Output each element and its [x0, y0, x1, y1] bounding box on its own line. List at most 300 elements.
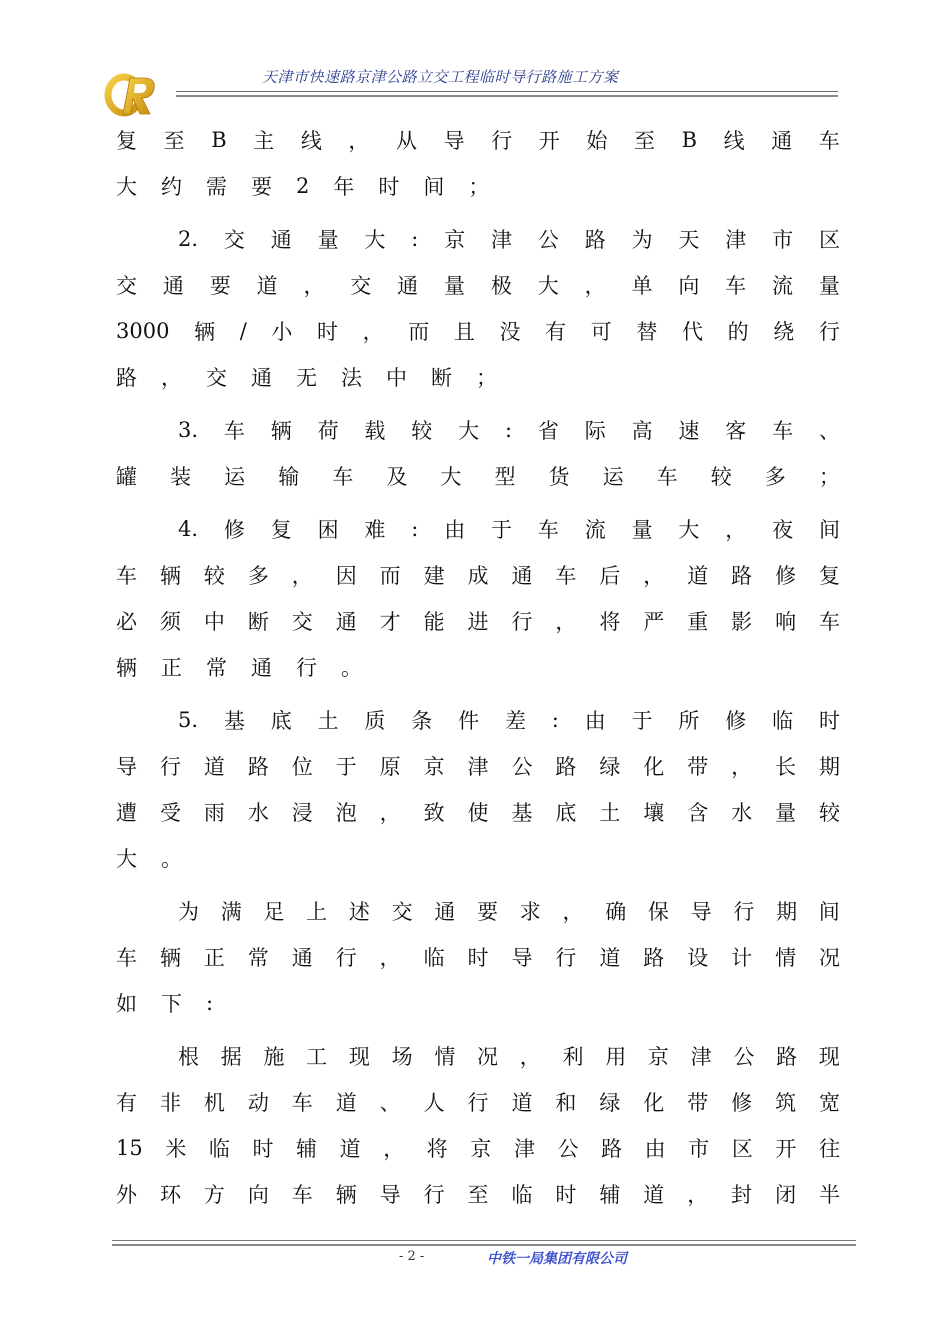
- text-char: 正: [161, 656, 182, 680]
- text-char: 将: [426, 1137, 448, 1161]
- text-char: 道: [511, 1091, 533, 1115]
- text-char: 绿: [599, 755, 621, 779]
- text-char: 非: [159, 1091, 181, 1115]
- header-title: 天津市快速路京津公路立交工程临时导行路施工方案: [262, 68, 619, 86]
- text-char: 车: [116, 946, 137, 970]
- text-char: 、: [379, 1091, 401, 1115]
- text-char: 线: [723, 129, 745, 153]
- text-char: 情: [434, 1045, 456, 1069]
- text-char: 时: [818, 709, 840, 733]
- text-char: 复: [116, 129, 137, 153]
- text-char: 量: [818, 274, 840, 298]
- text-char: 筑: [775, 1091, 797, 1115]
- text-char: 临: [208, 1137, 230, 1161]
- text-char: 现: [818, 1045, 840, 1069]
- text-line: [116, 354, 840, 400]
- text-char: 于: [335, 755, 357, 779]
- text-char: 装: [170, 465, 192, 489]
- text-char: :: [504, 418, 513, 442]
- text-char: 货: [548, 465, 570, 489]
- text-char: 原: [379, 755, 401, 779]
- text-char: 辆: [194, 320, 216, 344]
- text-char: 时: [378, 175, 400, 199]
- text-char: 严: [643, 610, 665, 634]
- text-char: 间: [423, 175, 445, 199]
- text-char: 况: [819, 946, 840, 970]
- text-char: 大: [116, 175, 137, 199]
- text-char: 3000: [116, 319, 170, 343]
- text-char: 路: [643, 946, 665, 970]
- text-char: 所: [678, 709, 700, 733]
- text-char: 于: [491, 518, 513, 542]
- text-char: 常: [206, 656, 227, 680]
- text-char: 际: [584, 419, 606, 443]
- text-char: 辆: [116, 656, 137, 680]
- text-char: 正: [203, 946, 225, 970]
- text-char: 修: [725, 709, 747, 733]
- header-rule-thick: [176, 95, 838, 97]
- text-char: 封: [731, 1183, 753, 1207]
- text-char: 流: [772, 274, 794, 298]
- paragraph-gap: [116, 400, 840, 407]
- text-char: 车: [725, 274, 747, 298]
- text-line: [116, 888, 840, 934]
- text-char: 路: [247, 755, 269, 779]
- text-char: ，: [562, 900, 584, 924]
- text-char: 于: [631, 709, 653, 733]
- text-char: 公: [733, 1045, 755, 1069]
- text-char: 京: [444, 228, 466, 252]
- text-char: 量: [317, 228, 339, 252]
- text-char: 道: [643, 1183, 665, 1207]
- text-char: 土: [599, 801, 621, 825]
- text-char: 津: [491, 228, 513, 252]
- text-char: 路: [116, 366, 137, 390]
- text-char: 泡: [335, 801, 357, 825]
- text-char: 修: [731, 1091, 753, 1115]
- text-char: 往: [818, 1137, 840, 1161]
- text-char: 必: [116, 610, 137, 634]
- text-char: 由: [644, 1137, 666, 1161]
- text-char: 带: [687, 1091, 709, 1115]
- text-char: 人: [423, 1091, 445, 1115]
- text-char: 须: [159, 610, 181, 634]
- text-char: 辅: [599, 1183, 621, 1207]
- text-char: 化: [643, 1091, 665, 1115]
- text-char: 没: [499, 320, 521, 344]
- text-char: 修: [223, 518, 245, 542]
- text-char: 影: [731, 610, 753, 634]
- text-char: 环: [159, 1183, 181, 1207]
- text-char: 及: [386, 465, 408, 489]
- text-char: 为: [631, 228, 653, 252]
- text-char: 导: [690, 900, 712, 924]
- text-char: 场: [391, 1045, 413, 1069]
- text-char: 困: [317, 518, 339, 542]
- text-char: 位: [291, 755, 313, 779]
- text-char: 浸: [291, 801, 313, 825]
- text-char: 主: [253, 129, 275, 153]
- text-char: 较: [203, 564, 225, 588]
- text-line: [116, 697, 840, 743]
- text-char: 京: [423, 755, 445, 779]
- text-char: 行: [423, 1183, 445, 1207]
- text-char: 津: [690, 1045, 712, 1069]
- paragraph-gap: [116, 1026, 840, 1033]
- text-line: [116, 308, 840, 354]
- text-char: 罐: [116, 465, 137, 489]
- text-char: 满: [220, 900, 242, 924]
- paragraph-gap: [116, 209, 840, 216]
- text-char: 而: [408, 320, 430, 344]
- text-line: [116, 453, 840, 499]
- text-char: 况: [477, 1045, 499, 1069]
- text-char: 水: [731, 801, 753, 825]
- text-char: 车: [819, 610, 840, 634]
- text-line: [116, 506, 840, 552]
- text-char: 道: [256, 274, 278, 298]
- text-char: 省: [537, 419, 559, 443]
- text-char: ，: [687, 1183, 709, 1207]
- text-char: 行: [818, 320, 840, 344]
- text-char: 始: [586, 129, 608, 153]
- text-char: :: [411, 227, 419, 251]
- text-char: 车: [656, 465, 678, 489]
- text-char: 区: [818, 228, 840, 252]
- text-char: 时: [467, 946, 489, 970]
- text-char: 难: [364, 518, 386, 542]
- text-char: 5.: [178, 708, 199, 732]
- text-char: 天: [678, 228, 700, 252]
- text-char: 道: [203, 755, 225, 779]
- text-line: [116, 262, 840, 308]
- text-line: [116, 1171, 840, 1217]
- text-char: 间: [818, 900, 840, 924]
- text-line: [116, 216, 840, 262]
- text-char: 件: [458, 709, 480, 733]
- text-char: 期: [776, 900, 798, 924]
- text-char: 临: [511, 1183, 533, 1207]
- text-char: 极: [490, 274, 512, 298]
- text-char: 动: [247, 1091, 269, 1115]
- text-char: 为: [178, 900, 199, 924]
- text-char: :: [206, 991, 214, 1015]
- text-char: 要: [209, 274, 231, 298]
- text-char: 夜: [772, 518, 794, 542]
- text-char: 法: [341, 366, 362, 390]
- text-char: 将: [599, 610, 621, 634]
- text-char: 受: [159, 801, 181, 825]
- text-char: B: [211, 128, 227, 152]
- text-char: 半: [819, 1183, 840, 1207]
- text-char: /: [239, 319, 247, 343]
- company-logo-icon: [104, 70, 160, 120]
- text-char: 和: [555, 1091, 577, 1115]
- text-char: 雨: [203, 801, 225, 825]
- text-char: 。: [161, 847, 182, 871]
- text-char: 津: [725, 228, 747, 252]
- text-char: 行: [733, 900, 755, 924]
- text-char: ，: [362, 320, 384, 344]
- text-char: ，: [731, 755, 753, 779]
- text-char: 公: [557, 1137, 579, 1161]
- text-char: 道: [339, 1137, 361, 1161]
- paragraph-gap: [116, 881, 840, 888]
- document-body: [116, 117, 840, 1217]
- text-char: 行: [159, 755, 181, 779]
- text-char: 通: [397, 274, 419, 298]
- text-char: 求: [519, 900, 541, 924]
- page-number: - 2 -: [399, 1249, 425, 1264]
- text-char: 方: [203, 1183, 225, 1207]
- text-char: 车: [818, 129, 840, 153]
- text-line: [116, 1033, 840, 1079]
- text-char: 导: [379, 1183, 401, 1207]
- text-char: 有: [116, 1091, 137, 1115]
- text-char: 大: [440, 465, 462, 489]
- text-char: 至: [633, 129, 655, 153]
- text-line: [116, 598, 840, 644]
- text-char: 无: [296, 366, 317, 390]
- text-char: 中: [386, 366, 407, 390]
- text-char: 量: [631, 518, 653, 542]
- text-char: 车: [223, 419, 245, 443]
- text-char: 如: [116, 992, 137, 1016]
- text-char: 行: [555, 946, 577, 970]
- text-char: 后: [599, 564, 621, 588]
- text-char: 确: [605, 900, 627, 924]
- text-char: 输: [278, 465, 300, 489]
- text-char: 京: [647, 1045, 669, 1069]
- text-char: 通: [251, 366, 272, 390]
- text-char: 小: [271, 320, 293, 344]
- paragraph-gap: [116, 690, 840, 697]
- text-char: 替: [636, 320, 658, 344]
- text-char: 中: [203, 610, 225, 634]
- text-char: 绕: [773, 320, 795, 344]
- text-line: [116, 552, 840, 598]
- text-char: 使: [467, 801, 489, 825]
- text-char: 车: [537, 518, 559, 542]
- text-char: 车: [555, 564, 577, 588]
- text-char: 辆: [270, 419, 292, 443]
- text-char: 流: [584, 518, 606, 542]
- text-char: 据: [220, 1045, 242, 1069]
- text-char: 遭: [116, 801, 137, 825]
- text-line: [116, 117, 840, 163]
- text-char: ，: [379, 946, 401, 970]
- text-char: 4.: [178, 517, 199, 541]
- text-char: 通: [434, 900, 456, 924]
- text-char: 、: [818, 419, 840, 443]
- text-char: 断: [247, 610, 269, 634]
- text-char: 津: [467, 755, 489, 779]
- text-char: 高: [631, 419, 653, 443]
- text-char: 外: [116, 1183, 137, 1207]
- text-char: 荷: [317, 419, 339, 443]
- text-char: 速: [678, 419, 700, 443]
- text-char: 设: [687, 946, 709, 970]
- text-char: 通: [771, 129, 793, 153]
- text-char: ，: [303, 274, 325, 298]
- text-char: 进: [467, 610, 489, 634]
- text-char: 运: [602, 465, 624, 489]
- text-char: 水: [247, 801, 269, 825]
- text-char: 需: [206, 175, 227, 199]
- text-char: 临: [772, 709, 794, 733]
- text-char: 成: [467, 564, 489, 588]
- text-char: 津: [513, 1137, 535, 1161]
- text-char: 土: [317, 709, 339, 733]
- text-char: 时: [317, 320, 339, 344]
- text-char: 车: [332, 465, 354, 489]
- text-char: 化: [643, 755, 665, 779]
- text-char: 载: [364, 419, 386, 443]
- text-char: 从: [396, 129, 417, 153]
- text-char: 带: [687, 755, 709, 779]
- text-char: ，: [383, 1137, 405, 1161]
- text-char: 3.: [178, 418, 199, 442]
- text-char: 。: [341, 656, 362, 680]
- text-line: [116, 407, 840, 453]
- text-char: 响: [775, 610, 797, 634]
- text-char: 绿: [599, 1091, 621, 1115]
- text-char: 期: [819, 755, 840, 779]
- text-char: 而: [379, 564, 401, 588]
- text-char: 市: [772, 228, 794, 252]
- text-char: 较: [411, 419, 433, 443]
- text-char: ，: [643, 564, 665, 588]
- text-char: 多: [247, 564, 269, 588]
- text-char: 导: [511, 946, 533, 970]
- text-char: 区: [731, 1137, 753, 1161]
- text-char: 交: [391, 900, 413, 924]
- text-line: [116, 835, 840, 881]
- text-char: 重: [687, 610, 709, 634]
- header-rule: [176, 91, 838, 92]
- text-char: 公: [537, 228, 559, 252]
- text-char: 大: [364, 228, 386, 252]
- text-char: 开: [775, 1137, 797, 1161]
- text-char: 路: [776, 1045, 798, 1069]
- text-char: 通: [335, 610, 357, 634]
- text-char: 大: [678, 518, 700, 542]
- text-char: 至: [467, 1183, 489, 1207]
- text-char: 辆: [335, 1183, 357, 1207]
- text-char: 客: [725, 419, 747, 443]
- text-char: 大: [116, 847, 137, 871]
- text-char: 代: [682, 320, 704, 344]
- text-char: 道: [599, 946, 621, 970]
- text-char: 型: [494, 465, 516, 489]
- text-char: 由: [584, 709, 606, 733]
- text-char: ，: [161, 366, 182, 390]
- text-char: ，: [291, 564, 313, 588]
- text-char: 要: [251, 175, 272, 199]
- text-char: 至: [163, 129, 185, 153]
- text-char: 交: [206, 366, 227, 390]
- text-char: ，: [725, 518, 747, 542]
- text-char: 工: [306, 1045, 328, 1069]
- text-char: 运: [224, 465, 246, 489]
- text-char: ；: [818, 465, 840, 489]
- text-line: [116, 1125, 840, 1171]
- footer-rule-thick: [112, 1244, 856, 1246]
- text-char: 线: [300, 129, 322, 153]
- text-char: 辅: [296, 1137, 318, 1161]
- text-char: 情: [775, 946, 797, 970]
- text-char: 2: [296, 174, 310, 198]
- text-char: ，: [348, 129, 370, 153]
- text-char: 路: [555, 755, 577, 779]
- text-char: 市: [688, 1137, 710, 1161]
- text-char: ，: [519, 1045, 541, 1069]
- text-char: 交: [291, 610, 313, 634]
- text-char: 复: [819, 564, 840, 588]
- text-char: 致: [423, 801, 445, 825]
- text-char: 通: [251, 656, 272, 680]
- text-char: 才: [379, 610, 401, 634]
- text-char: 现: [348, 1045, 370, 1069]
- text-char: 施: [263, 1045, 285, 1069]
- text-char: 上: [306, 900, 328, 924]
- text-char: 通: [270, 228, 292, 252]
- text-char: 路: [731, 564, 753, 588]
- text-char: 由: [444, 518, 466, 542]
- footer-rule: [112, 1240, 856, 1241]
- text-char: 且: [453, 320, 475, 344]
- text-char: ；: [468, 175, 490, 199]
- text-char: 通: [291, 946, 313, 970]
- text-char: 车: [291, 1183, 313, 1207]
- text-char: 建: [423, 564, 445, 588]
- text-char: 量: [444, 274, 466, 298]
- text-line: [116, 743, 840, 789]
- text-char: 车: [116, 564, 137, 588]
- text-char: 通: [511, 564, 533, 588]
- text-char: 行: [467, 1091, 489, 1115]
- text-char: 修: [775, 564, 797, 588]
- text-char: :: [551, 708, 559, 732]
- text-char: 条: [411, 709, 433, 733]
- text-char: 向: [678, 274, 700, 298]
- text-char: 大: [537, 274, 559, 298]
- text-char: 行: [296, 656, 317, 680]
- text-char: 复: [270, 518, 292, 542]
- text-char: 时: [555, 1183, 577, 1207]
- text-char: ；: [476, 366, 497, 390]
- text-char: 基: [511, 801, 533, 825]
- text-char: 辆: [159, 946, 181, 970]
- text-char: 的: [727, 320, 749, 344]
- text-char: 断: [431, 366, 452, 390]
- text-char: 利: [562, 1045, 584, 1069]
- text-char: 壤: [643, 801, 665, 825]
- text-char: 多: [764, 465, 786, 489]
- text-char: 交: [223, 228, 245, 252]
- company-name: 中铁一局集团有限公司: [487, 1251, 627, 1267]
- text-char: 有: [545, 320, 567, 344]
- text-char: 导: [116, 755, 137, 779]
- text-char: 公: [511, 755, 533, 779]
- text-char: 机: [203, 1091, 225, 1115]
- text-char: ，: [584, 274, 606, 298]
- text-char: 含: [687, 801, 709, 825]
- text-char: 质: [364, 709, 386, 733]
- text-char: 车: [291, 1091, 313, 1115]
- text-char: 用: [605, 1045, 627, 1069]
- text-line: [116, 934, 840, 980]
